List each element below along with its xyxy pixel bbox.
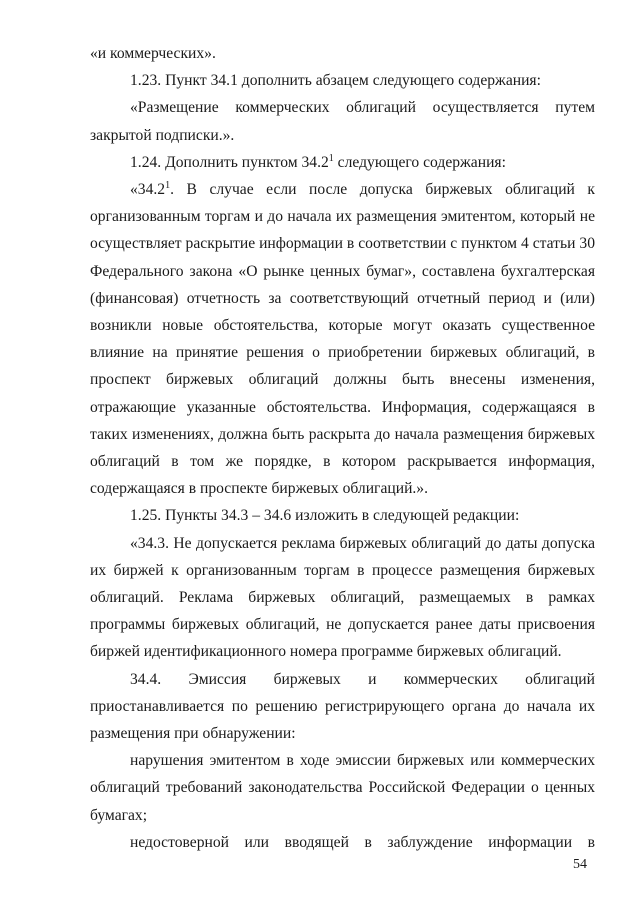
paragraph-quote-placement: «Размещение коммерческих облигаций осуществляется путем закрытой подписки.». [90, 99, 595, 144]
paragraph-item-1-24-text: 1.24. Дополнить пунктом 34.2 [130, 153, 329, 171]
paragraph-point-34-2-1-body: . В случае если после допуска биржевых облигаций к организованным торгам и до начала их размещения эмитентом, который не осуществляет раскрытие информации в соответствии с пунктом 4 статьи 30 Федерального закона «О рынке ценных бумаг», составлена бухгалтерская (финансовая) отчетность за соответствующий отчетный период и (или) возникли новые обстоятельства, которые могут оказать существенное влияние на принятие решения о приобретении биржевых облигаций, в проспект биржевых облигаций должны быть внесены изменения, отражающие указанные обстоятельства. Информация, содержащаяся в таких изменениях, должна быть раскрыта до начала размещения биржевых облигаций в том же порядке, в котором раскрывается информация, содержащаяся в проспекте биржевых облигаций.». [90, 181, 595, 498]
paragraph-item-1-24-tail: следующего содержания: [333, 153, 506, 171]
paragraph-item-1-25: 1.25. Пункты 34.3 – 34.6 изложить в следующей редакции: [130, 507, 520, 525]
paragraph-point-34-2-1-label: «34.2 [130, 181, 166, 199]
paragraph-point-34-2-1 [90, 176, 595, 502]
paragraph-point-34-4: 34.4. Эмиссия биржевых и коммерческих облигаций приостанавливается по решению регистрирующего органа до начала их размещения при обнаружении: [90, 670, 595, 743]
paragraph-continuation: «и коммерческих». [90, 45, 216, 62]
paragraph-unreliable-info: недостоверной или вводящей в заблуждение информации в [130, 833, 595, 851]
paragraph-point-34-3: «34.3. Не допускается реклама биржевых облигаций до даты допуска их биржей к организованным торгам в процессе размещения биржевых облигаций. Реклама биржевых облигаций, размещаемых в рамках программы биржевых облигаций, не допускается ранее даты присвоения биржей идентификационного номера программе биржевых облигаций. [90, 534, 595, 661]
superscript-mark: 1 [328, 152, 334, 164]
document-page [90, 40, 595, 856]
paragraph-item-1-23: 1.23. Пункт 34.1 дополнить абзацем следующего содержания: [130, 72, 541, 90]
paragraph-item-1-24 [90, 149, 595, 176]
superscript-mark: 1 [165, 179, 171, 191]
paragraph-violation: нарушения эмитентом в ходе эмиссии биржевых или коммерческих облигаций требований законодательства Российской Федерации о ценных бумагах; [90, 752, 595, 824]
page-number: 54 [573, 857, 587, 872]
